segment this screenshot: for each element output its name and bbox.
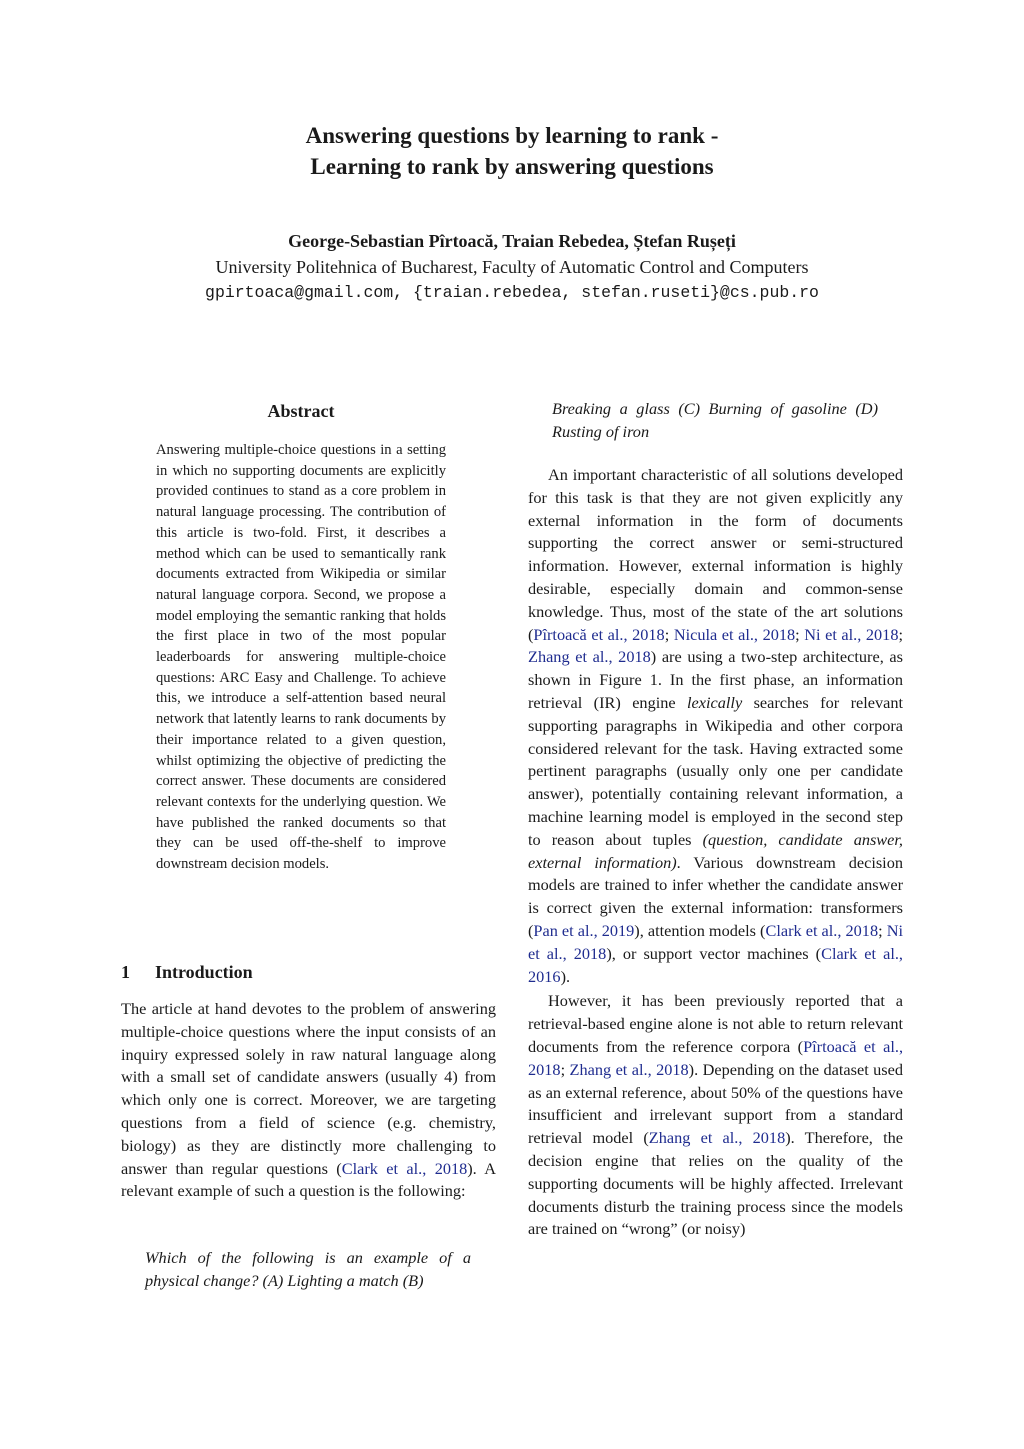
citation-link[interactable]: Clark et al., 2018 bbox=[765, 920, 879, 940]
citation-link[interactable]: Ni et al., 2018 bbox=[804, 624, 899, 644]
right-column bbox=[528, 464, 903, 1241]
citation-link[interactable]: Pîrtoacă et al., 2018 bbox=[528, 1036, 904, 1079]
separator: ; bbox=[878, 920, 887, 940]
intro-paragraph-3 bbox=[528, 990, 903, 1241]
para-text: ), attention models ( bbox=[634, 920, 766, 940]
para-text: However, it has been previously reported that a retrieval-based engine alone is not able to return relevant documents from the reference corpora ( bbox=[528, 991, 903, 1056]
para-text: ), or support vector machines ( bbox=[606, 943, 822, 963]
emphasis: (question, candidate answer, external information) bbox=[528, 829, 903, 872]
para-text: ). A relevant example of such a question is the following: bbox=[121, 1158, 497, 1201]
title-line-1: Answering questions by learning to rank - bbox=[305, 123, 719, 148]
citation-link[interactable]: Pan et al., 2019 bbox=[533, 920, 635, 940]
citation-link[interactable]: Zhang et al., 2018 bbox=[648, 1128, 786, 1148]
para-text: The article at hand devotes to the problem of answering multiple-choice questions where the input consists of an inquiry expressed solely in raw natural language along with a small set of candidate answers (usually 4) from which only one is correct. Moreover, we are targeting questions from a field of science (e.g. chemistry, biology) as they are distinctly more challenging to answer than regular questions ( bbox=[121, 999, 496, 1178]
paper-title bbox=[0, 120, 1024, 182]
para-text: ) are using a two-step architecture, as shown in Figure 1. In the first phase, an information retrieval (IR) engine bbox=[528, 647, 903, 712]
citation-link[interactable]: Nicula et al., 2018 bbox=[673, 624, 796, 644]
emphasis: lexically bbox=[687, 692, 743, 712]
para-text: . Various downstream decision models are trained to infer whether the candidate answer is correct given the external information: transformers ( bbox=[528, 852, 903, 940]
intro-paragraph-1 bbox=[121, 998, 496, 1203]
separator: ; bbox=[664, 624, 674, 644]
author-emails: gpirtoaca@gmail.com, {traian.rebedea, stefan.ruseti}@cs.pub.ro bbox=[205, 283, 819, 302]
title-line-2: Learning to rank by answering questions bbox=[310, 154, 714, 179]
section-title: Introduction bbox=[155, 962, 253, 982]
abstract-text: Answering multiple-choice questions in a setting in which no supporting documents are explicitly provided continues to stand as a core problem in natural language processing. The contribution of this article is two-fold. First, it describes a method which can be used to semantically rank documents extracted from Wikipedia or similar natural language corpora. Second, we propose a model employing the semantic ranking that holds the first place in two of the most popular leaderboards for answering multiple-choice questions: ARC Easy and Challenge. To achieve this, we introduce a self-attention based neural network that latently learns to rank documents by their importance related to a given question, whilst optimizing the objective of predicting the correct answer. These documents are considered relevant contexts for the underlying question. We have published the ranked documents so that they can be used off-the-shelf to improve downstream decision models. bbox=[156, 442, 446, 873]
citation-link[interactable]: Clark et al., 2016 bbox=[528, 943, 903, 986]
affiliation: University Politehnica of Bucharest, Faculty of Automatic Control and Computers bbox=[215, 257, 809, 277]
section-heading-introduction bbox=[121, 960, 501, 984]
example-question-part-1: Which of the following is an example of a physical change? (A) Lighting a match (B) bbox=[145, 1248, 471, 1290]
author-list: George-Sebastian Pîrtoacă, Traian Rebedea, Ștefan Rușeți bbox=[288, 231, 736, 251]
separator: ; bbox=[795, 624, 805, 644]
section-number: 1 bbox=[121, 962, 130, 982]
para-text: ). bbox=[560, 966, 571, 986]
para-text: An important characteristic of all solutions developed for this task is that they are not given explicitly any external information in the form of documents supporting the correct answer or semi-structured information. However, external information is highly desirable, especially domain and common-sense knowledge. Thus, most of the state of the art solutions ( bbox=[528, 465, 903, 644]
para-text: ). Therefore, the decision engine that relies on the quality of the supporting documents will be highly affected. Irrelevant documents disturb the training process since the models are trained on “wrong” (or noisy) bbox=[528, 1128, 903, 1239]
separator: ; bbox=[560, 1059, 570, 1079]
citation-link[interactable]: Zhang et al., 2018 bbox=[528, 647, 651, 667]
citation-link[interactable]: Zhang et al., 2018 bbox=[569, 1059, 689, 1079]
example-question-part-2: Breaking a glass (C) Burning of gasoline (D) Rusting of iron bbox=[552, 399, 878, 441]
para-text: searches for relevant supporting paragraphs in Wikipedia and other corpora considered relevant for the task. Having extracted some pertinent paragraphs (usually only one per candidate answer), potentially containing relevant information, a machine learning model is employed in the second step to reason about tuples bbox=[528, 692, 903, 849]
abstract-heading: Abstract bbox=[267, 401, 335, 421]
citation-link[interactable]: Pîrtoacă et al., 2018 bbox=[533, 624, 665, 644]
intro-paragraph-2 bbox=[528, 464, 903, 988]
citation-link[interactable]: Clark et al., 2018 bbox=[341, 1158, 468, 1178]
citation-link[interactable]: Ni et al., 2018 bbox=[528, 920, 903, 963]
separator: ; bbox=[898, 624, 903, 644]
para-text: ). Depending on the dataset used as an external reference, about 50% of the questions have insufficient and irrelevant support from a standard retrieval model ( bbox=[528, 1059, 903, 1148]
